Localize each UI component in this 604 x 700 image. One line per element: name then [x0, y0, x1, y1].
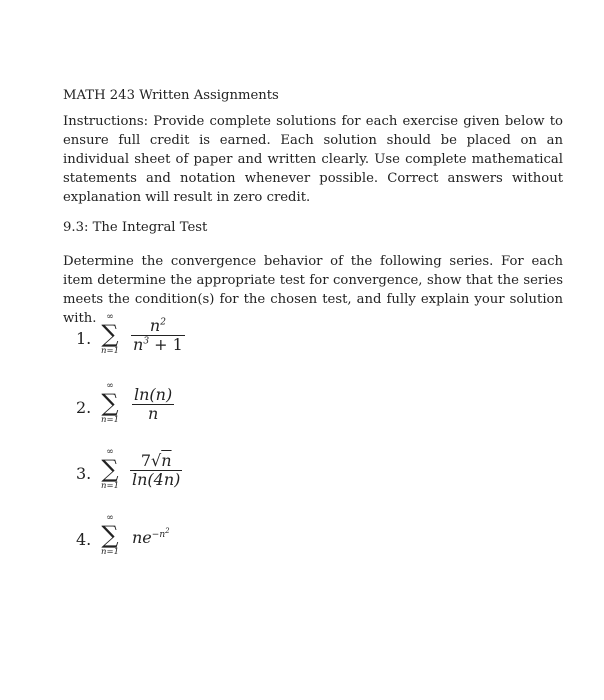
summation	[97, 448, 123, 491]
section-heading: 9.3: The Integral Test	[63, 220, 208, 235]
sigma-symbol: ∑	[101, 521, 119, 549]
series-term: $ne^{-n^2}$	[132, 526, 170, 547]
item-number: 4.	[76, 530, 92, 549]
fraction	[131, 317, 185, 354]
assignment-header: MATH 243 Written Assignments	[63, 88, 279, 103]
sum-lower-limit: n=1	[100, 415, 119, 425]
problem-statement: Determine the convergence behavior of the following series. For each item determine the appropriate test for convergence, show that the series meets the condition(s) for the chosen test, and fully explain your solution with.	[63, 254, 563, 326]
sigma-symbol: ∑	[101, 389, 119, 417]
denominator: ln(4n)	[132, 470, 181, 489]
summation	[97, 313, 123, 356]
fraction	[132, 386, 174, 423]
sigma-symbol: ∑	[101, 455, 119, 483]
summation	[97, 382, 123, 425]
assignment-page	[63, 86, 563, 328]
series-item-4	[76, 513, 256, 564]
sum-lower-limit: n=1	[100, 481, 119, 491]
fraction	[130, 452, 182, 489]
numerator: ln(n)	[134, 385, 173, 404]
series-item-1	[76, 312, 256, 363]
sum-upper-limit: ∞	[106, 312, 114, 322]
numerator: $n^2$	[131, 317, 185, 336]
sum-upper-limit: ∞	[106, 381, 114, 391]
instructions-paragraph: Instructions: Provide complete solutions for each exercise given below to ensure full credit is earned. Each solution should be placed on an individual sheet of paper and written clearly. Use complete mathematical statements and notation whenever possible. Correct answers without explanation will result in zero credit.	[63, 114, 563, 205]
item-number: 2.	[76, 398, 92, 417]
series-item-3	[76, 447, 256, 498]
numerator: 7√n	[130, 452, 182, 471]
summation	[97, 514, 123, 557]
sum-lower-limit: n=1	[100, 346, 119, 356]
sum-upper-limit: ∞	[106, 513, 114, 523]
series-item-2	[76, 381, 256, 432]
item-number: 3.	[76, 464, 92, 483]
sum-lower-limit: n=1	[100, 547, 119, 557]
sigma-symbol: ∑	[101, 320, 119, 348]
denominator: $n^3 + 1$	[133, 335, 183, 354]
sum-upper-limit: ∞	[106, 447, 114, 457]
denominator: n	[147, 404, 159, 423]
item-number: 1.	[76, 329, 92, 348]
